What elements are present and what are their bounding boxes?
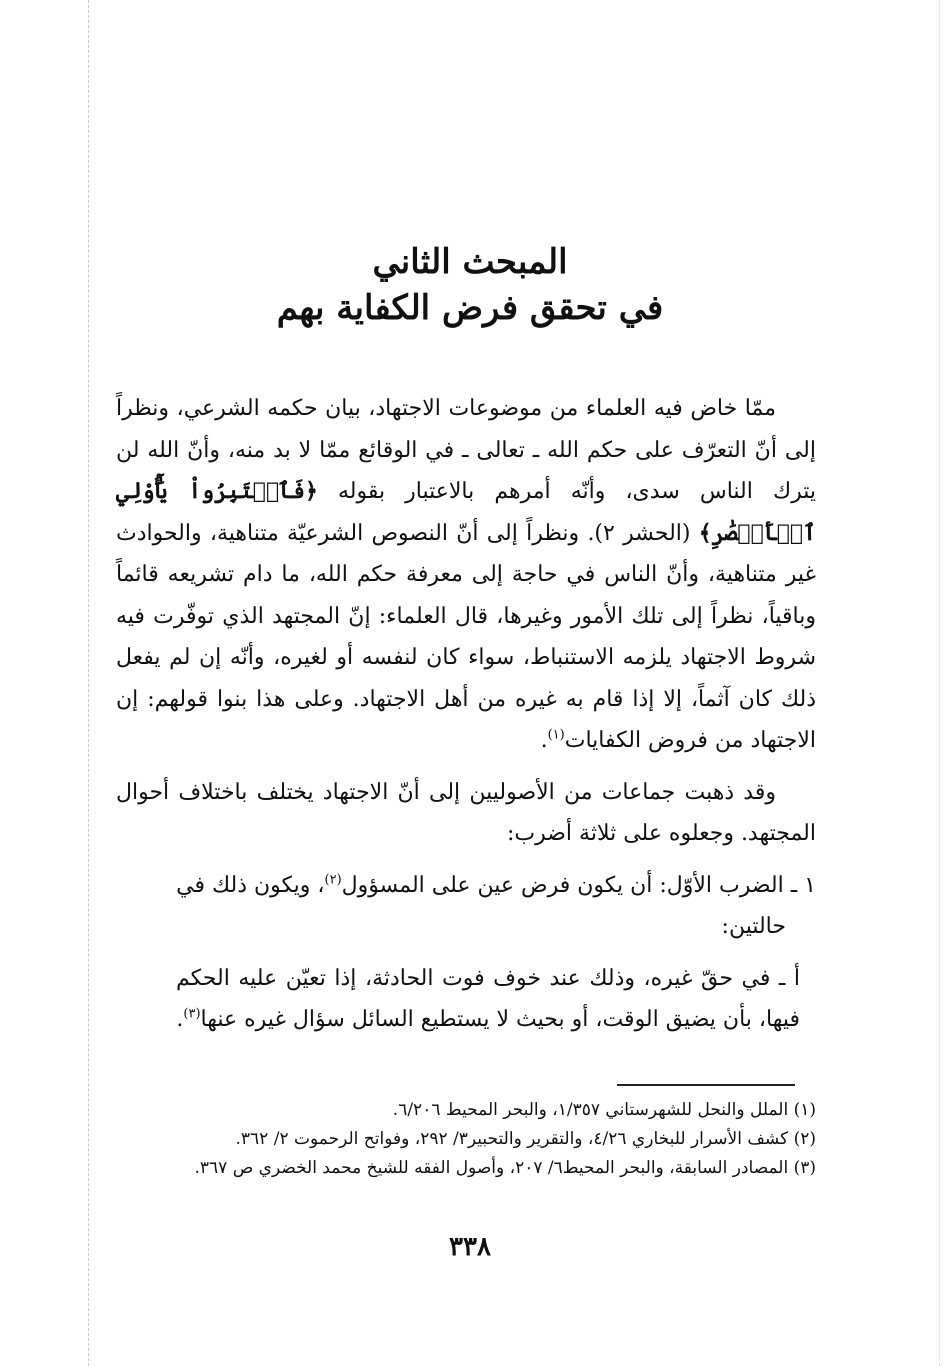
footnotes bbox=[116, 1096, 816, 1183]
list-item-1 bbox=[116, 865, 816, 948]
body-text bbox=[116, 388, 816, 1041]
paragraph-1-text-b: (الحشر ٢). ونظراً إلى أنّ النصوص الشرعيّة متناهية، والحوادث غير متناهية، وأنّ الناس في حاجة إلى معرفة حكم الله، ما دام تشريعه قائماً وباقياً، نظراً إلى تلك الأمور وغيرها، قال العلماء: إنّ المجتهد الذي توفّرت فيه شروط الاجتهاد يلزمه الاستنباط، سواء كان لنفسه أو لغيره، وأنّه إن لم يفعل ذلك كان آثماً، إلا إذا قام به غيره من أهل الاجتهاد. وعلى هذا بنوا قولهم: إن الاجتهاد من فروض الكفايات bbox=[116, 520, 816, 753]
footnote-3: (٣) المصادر السابقة، والبحر المحيط٦/ ٢٠٧، وأصول الفقه للشيخ محمد الخضري ص ٣٦٧. bbox=[194, 1158, 816, 1178]
scan-margin-line-right bbox=[939, 0, 940, 1366]
list-item-1-text-b: ، ويكون ذلك في bbox=[176, 872, 325, 898]
paragraph-1 bbox=[116, 388, 816, 762]
sub-item-a-end: . bbox=[176, 1007, 184, 1032]
footnote-ref-2: (٢) bbox=[324, 872, 342, 888]
section-subheading: في تحقق فرض الكفاية بهم bbox=[276, 288, 664, 328]
footnote-2: (٢) كشف الأسرار للبخاري ٤/٢٦، والتقرير والتحبير٣/ ٢٩٢، وفواتح الرحموت ٢/ ٣٦٢. bbox=[235, 1129, 816, 1149]
list-item-1-text-a: ١ ـ الضرب الأوّل: أن يكون فرض عين على المسؤول bbox=[341, 872, 816, 898]
quran-quote: ﴿فَٱعۡتَبِرُواْ يَٰٓأُوْلِي ٱلۡأَبۡصَٰرِ﴾ bbox=[116, 478, 816, 546]
footnote-ref-1: (١) bbox=[547, 727, 565, 743]
paragraph-1-text-a: ممّا خاض فيه العلماء من موضوعات الاجتهاد، بيان حكمه الشرعي، ونظراً إلى أنّ التعرّف على حكم الله ـ تعالى ـ في الوقائع ممّا لا بد منه، وأنّ الله لن يترك الناس سدى، وأنّه أمرهم بالاعتبار بقوله bbox=[116, 396, 816, 504]
sub-item-a bbox=[116, 958, 816, 1041]
paragraph-1-end: . bbox=[540, 728, 548, 753]
footnote-separator bbox=[617, 1084, 795, 1086]
sub-item-a-text: أ ـ في حقّ غيره، وذلك عند خوف فوت الحادثة، إذا تعيّن عليه الحكم فيها، بأن يضيق الوقت، أو بحيث لا يستطيع السائل سؤال غيره عنها bbox=[176, 965, 800, 1032]
footnote-ref-3: (٣) bbox=[183, 1006, 201, 1022]
list-item-1-continuation: حالتين: bbox=[721, 914, 786, 939]
paragraph-2: وقد ذهبت جماعات من الأصوليين إلى أنّ الاجتهاد يختلف باختلاف أحوال المجتهد. وجعلوه على ثلاثة أضرب: bbox=[116, 779, 816, 846]
footnote-1: (١) الملل والنحل للشهرستاني ١/٣٥٧، والبحر المحيط ٦/٢٠٦. bbox=[392, 1100, 816, 1120]
page-number: ٣٣٨ bbox=[449, 1232, 491, 1262]
scan-margin-line bbox=[88, 0, 89, 1366]
section-heading: المبحث الثاني bbox=[372, 242, 568, 282]
